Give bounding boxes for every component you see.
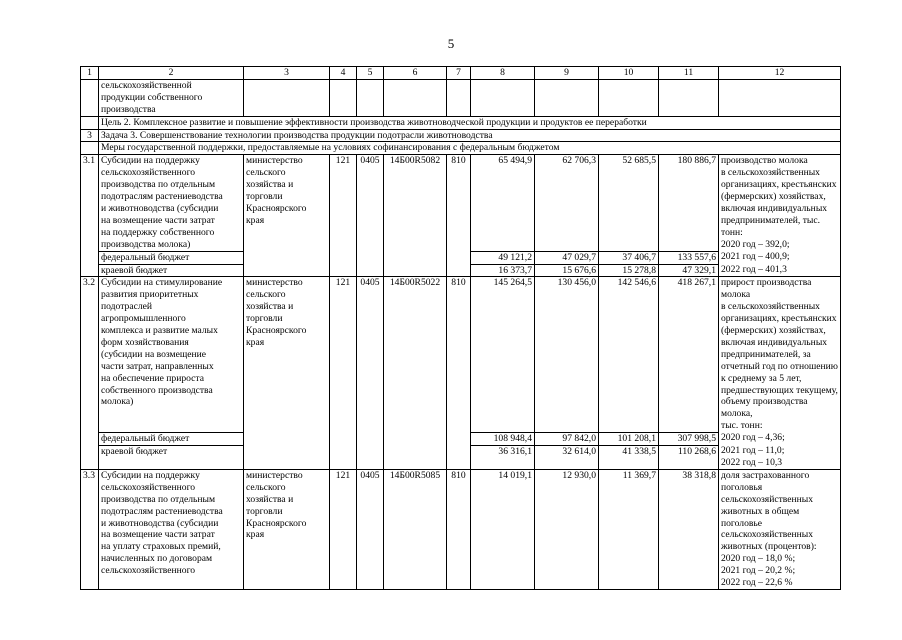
col-num: 3 bbox=[244, 67, 330, 80]
value-2020: 65 494,9 bbox=[471, 155, 535, 251]
reg-total: 47 329,1 bbox=[659, 264, 719, 277]
fed-2020: 49 121,2 bbox=[471, 251, 535, 264]
measures-row bbox=[81, 142, 841, 155]
cell-empty bbox=[719, 79, 841, 116]
fed-label: федеральный бюджет bbox=[99, 251, 244, 264]
reg-2020: 16 373,7 bbox=[471, 264, 535, 277]
fed-2021: 97 842,0 bbox=[535, 432, 599, 445]
item-grbs: 121 bbox=[330, 469, 357, 589]
item-rzpr: 0405 bbox=[357, 277, 384, 470]
reg-2022: 41 338,5 bbox=[599, 445, 659, 469]
cell-empty bbox=[330, 79, 357, 116]
item-name: Субсидии на стимулирование развития приоритетных подотраслей агропромышленного комплекса и развитие малых форм хозяйствования (субсидии на возмещение части затрат, направленных на обеспечение прироста собственного производства молока) bbox=[99, 277, 244, 432]
cell-empty bbox=[659, 79, 719, 116]
fed-label: федеральный бюджет bbox=[99, 432, 244, 445]
value-total: 38 318,8 bbox=[659, 469, 719, 589]
col-num: 6 bbox=[384, 67, 447, 80]
task-text: Задача 3. Совершенствование технологии производства продукции подотрасли животноводства bbox=[99, 129, 841, 142]
item-number: 3.2 bbox=[81, 277, 99, 470]
item-csr: 14Б00R5022 bbox=[384, 277, 447, 470]
item-result: прирост производства молока в сельскохозяйственных организациях, крестьянских (фермерских) хозяйствах, включая индивидуальных предпринимателей, за отчетный год по отношению к среднему за 5 лет, предшествующих текущему, объему производства молока, тыс. тонн: bbox=[719, 277, 841, 432]
item-number: 3.3 bbox=[81, 469, 99, 589]
item-result-cont: 2022 год – 401,3 bbox=[719, 264, 841, 277]
reg-2021: 32 614,0 bbox=[535, 445, 599, 469]
item-csr: 14Б00R5082 bbox=[384, 155, 447, 277]
col-num: 2 bbox=[99, 67, 244, 80]
value-2022: 52 685,5 bbox=[599, 155, 659, 251]
reg-2020: 36 316,1 bbox=[471, 445, 535, 469]
col-num: 10 bbox=[599, 67, 659, 80]
item-result: производство молока в сельскохозяйственных организациях, крестьянских (фермерских) хозяйствах, включая индивидуальных предпринимателей, тыс. тонн: 2020 год – 392,0; bbox=[719, 155, 841, 251]
value-2020: 145 264,5 bbox=[471, 277, 535, 432]
table-row bbox=[81, 155, 841, 251]
reg-2021: 15 676,6 bbox=[535, 264, 599, 277]
cell-empty bbox=[471, 79, 535, 116]
cell-empty bbox=[81, 116, 99, 129]
reg-total: 110 268,6 bbox=[659, 445, 719, 469]
cell-empty bbox=[384, 79, 447, 116]
item-number: 3.1 bbox=[81, 155, 99, 277]
value-2021: 12 930,0 bbox=[535, 469, 599, 589]
value-2020: 14 019,1 bbox=[471, 469, 535, 589]
item-result-cont: 2021 год – 400,9; bbox=[719, 251, 841, 264]
fed-total: 307 998,5 bbox=[659, 432, 719, 445]
cell-empty bbox=[244, 79, 330, 116]
item-name: Субсидии на поддержку сельскохозяйственного производства по отдельным подотраслям растениеводства и животноводства (субсидии на возмещение части затрат на уплату страховых премий, начисленных по договорам сельскохозяйственного bbox=[99, 469, 244, 589]
col-num: 1 bbox=[81, 67, 99, 80]
table-row bbox=[81, 277, 841, 432]
value-2022: 11 369,7 bbox=[599, 469, 659, 589]
value-2022: 142 546,6 bbox=[599, 277, 659, 432]
cell-empty bbox=[599, 79, 659, 116]
item-executor: министерство сельского хозяйства и торговли Красноярского края bbox=[244, 277, 330, 470]
item-result-cont: 2020 год – 4,36; bbox=[719, 432, 841, 445]
reg-label: краевой бюджет bbox=[99, 264, 244, 277]
item-executor: министерство сельского хозяйства и торговли Красноярского края bbox=[244, 155, 330, 277]
value-total: 180 886,7 bbox=[659, 155, 719, 251]
cell-empty bbox=[357, 79, 384, 116]
col-num: 11 bbox=[659, 67, 719, 80]
cell-empty bbox=[447, 79, 471, 116]
task-row bbox=[81, 129, 841, 142]
fed-2022: 37 406,7 bbox=[599, 251, 659, 264]
continued-row bbox=[81, 79, 841, 116]
item-vr: 810 bbox=[447, 277, 471, 470]
item-grbs: 121 bbox=[330, 277, 357, 470]
page-number: 5 bbox=[447, 36, 455, 51]
fed-2020: 108 948,4 bbox=[471, 432, 535, 445]
value-2021: 130 456,0 bbox=[535, 277, 599, 432]
fed-2021: 47 029,7 bbox=[535, 251, 599, 264]
col-num: 7 bbox=[447, 67, 471, 80]
value-2021: 62 706,3 bbox=[535, 155, 599, 251]
cell-empty bbox=[81, 79, 99, 116]
col-num: 5 bbox=[357, 67, 384, 80]
reg-label: краевой бюджет bbox=[99, 445, 244, 469]
col-num: 9 bbox=[535, 67, 599, 80]
item-vr: 810 bbox=[447, 469, 471, 589]
item-vr: 810 bbox=[447, 155, 471, 277]
item-result-cont: 2021 год – 11,0; 2022 год – 10,3 bbox=[719, 445, 841, 469]
fed-2022: 101 208,1 bbox=[599, 432, 659, 445]
cell-empty bbox=[535, 79, 599, 116]
fed-total: 133 557,6 bbox=[659, 251, 719, 264]
item-rzpr: 0405 bbox=[357, 469, 384, 589]
value-total: 418 267,1 bbox=[659, 277, 719, 432]
item-csr: 14Б00R5085 bbox=[384, 469, 447, 589]
col-num: 4 bbox=[330, 67, 357, 80]
goal-text: Цель 2. Комплексное развитие и повышение эффективности производства животноводческой продукции и продуктов ее переработки bbox=[99, 116, 841, 129]
table-row bbox=[81, 469, 841, 589]
cell-empty bbox=[81, 142, 99, 155]
measures-text: Меры государственной поддержки, предоставляемые на условиях софинансирования с федеральным бюджетом bbox=[99, 142, 841, 155]
col-num: 12 bbox=[719, 67, 841, 80]
task-number: 3 bbox=[81, 129, 99, 142]
reg-2022: 15 278,8 bbox=[599, 264, 659, 277]
item-name: Субсидии на поддержку сельскохозяйственного производства по отдельным подотраслям растениеводства и животноводства (субсидии на возмещение части затрат на поддержку собственного производства молока) bbox=[99, 155, 244, 251]
continued-name: сельскохозяйственной продукции собственного производства bbox=[99, 79, 244, 116]
col-num: 8 bbox=[471, 67, 535, 80]
item-rzpr: 0405 bbox=[357, 155, 384, 277]
item-result: доля застрахованного поголовья сельскохозяйственных животных в общем поголовье сельскохозяйственных животных (процентов): 2020 год – 18,0 %; 2021 год – 20,2 %; 2022 год – 22,6 % bbox=[719, 469, 841, 589]
column-number-row bbox=[81, 67, 841, 80]
item-executor: министерство сельского хозяйства и торговли Красноярского края bbox=[244, 469, 330, 589]
program-table bbox=[80, 66, 841, 590]
goal-row bbox=[81, 116, 841, 129]
item-grbs: 121 bbox=[330, 155, 357, 277]
